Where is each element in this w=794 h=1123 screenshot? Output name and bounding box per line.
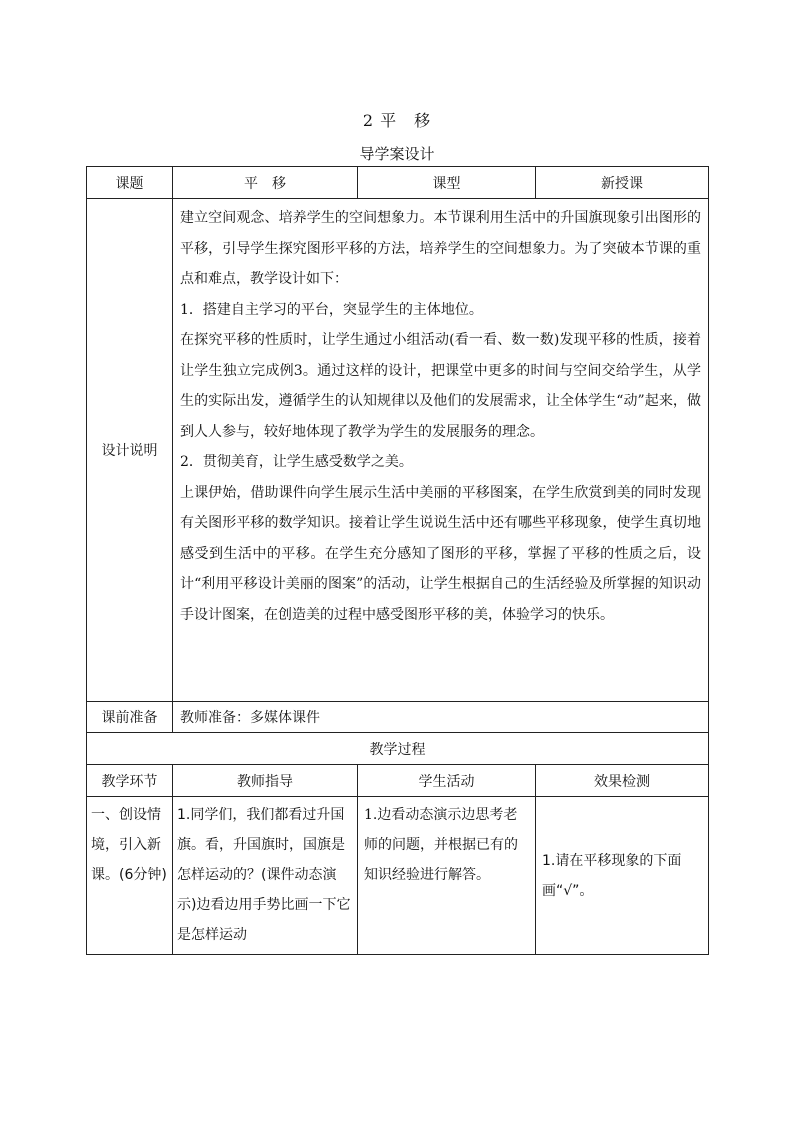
design-paragraph: 在探究平移的性质时，让学生通过小组活动(看一看、数一数)发现平移的性质，接着让学生独立完成例3。通过这样的设计，把课堂中更多的时间与空间交给学生，从学生的实际出发，遵循学生的认知规律以及他们的发展需求，让全体学生“动”起来，做到人人参与，较好地体现了教学为学生的发展服务的理念。 [180, 332, 701, 440]
info-row [87, 167, 709, 199]
lesson-plan-table [86, 166, 709, 955]
column-header: 教学环节 [87, 765, 173, 797]
column-header: 教师指导 [173, 765, 358, 797]
doc-title: 2 平 移 [362, 111, 432, 130]
topic-value: 平 移 [173, 167, 358, 199]
effect-check-cell: 1.请在平移现象的下面画“√”。 [536, 797, 709, 955]
type-label: 课型 [358, 167, 536, 199]
prep-row [87, 702, 709, 733]
process-heading: 教学过程 [87, 733, 709, 765]
doc-subtitle: 导学案设计 [359, 145, 435, 163]
column-header: 学生活动 [358, 765, 536, 797]
prep-label: 课前准备 [87, 702, 173, 733]
design-paragraph: 2．贯彻美育，让学生感受数学之美。 [180, 454, 413, 470]
design-description [173, 199, 709, 702]
design-label: 设计说明 [87, 199, 173, 702]
design-row [87, 199, 709, 702]
topic-label: 课题 [87, 167, 173, 199]
process-columns-row [87, 765, 709, 797]
stage-cell: 一、创设情境，引入新课。(6分钟) [87, 797, 173, 955]
process-row [87, 797, 709, 955]
teacher-guidance-cell: 1.同学们，我们都看过升国旗。看，升国旗时，国旗是怎样运动的？(课件动态演示)边看边用手势比画一下它是怎样运动 [173, 797, 358, 955]
design-paragraph: 建立空间观念、培养学生的空间想象力。本节课利用生活中的升国旗现象引出图形的平移，引导学生探究图形平移的方法，培养学生的空间想象力。为了突破本节课的重点和难点，教学设计如下： [180, 210, 701, 287]
design-paragraph: 1．搭建自主学习的平台，突显学生的主体地位。 [180, 301, 483, 318]
student-activity-cell: 1.边看动态演示边思考老师的问题，并根据已有的知识经验进行解答。 [358, 797, 536, 955]
design-paragraph: 上课伊始，借助课件向学生展示生活中美丽的平移图案，在学生欣赏到美的同时发现有关图形平移的数学知识。接着让学生说说生活中还有哪些平移现象，使学生真切地感受到生活中的平移。在学生充分感知了图形的平移，掌握了平移的性质之后，设计“利用平移设计美丽的图案”的活动，让学生根据自己的生活经验及所掌握的知识动手设计图案，在创造美的过程中感受图形平移的美，体验学习的快乐。 [180, 484, 701, 623]
process-heading-row [87, 733, 709, 765]
prep-value: 教师准备：多媒体课件 [173, 702, 709, 733]
type-value: 新授课 [536, 167, 709, 199]
column-header: 效果检测 [536, 765, 709, 797]
